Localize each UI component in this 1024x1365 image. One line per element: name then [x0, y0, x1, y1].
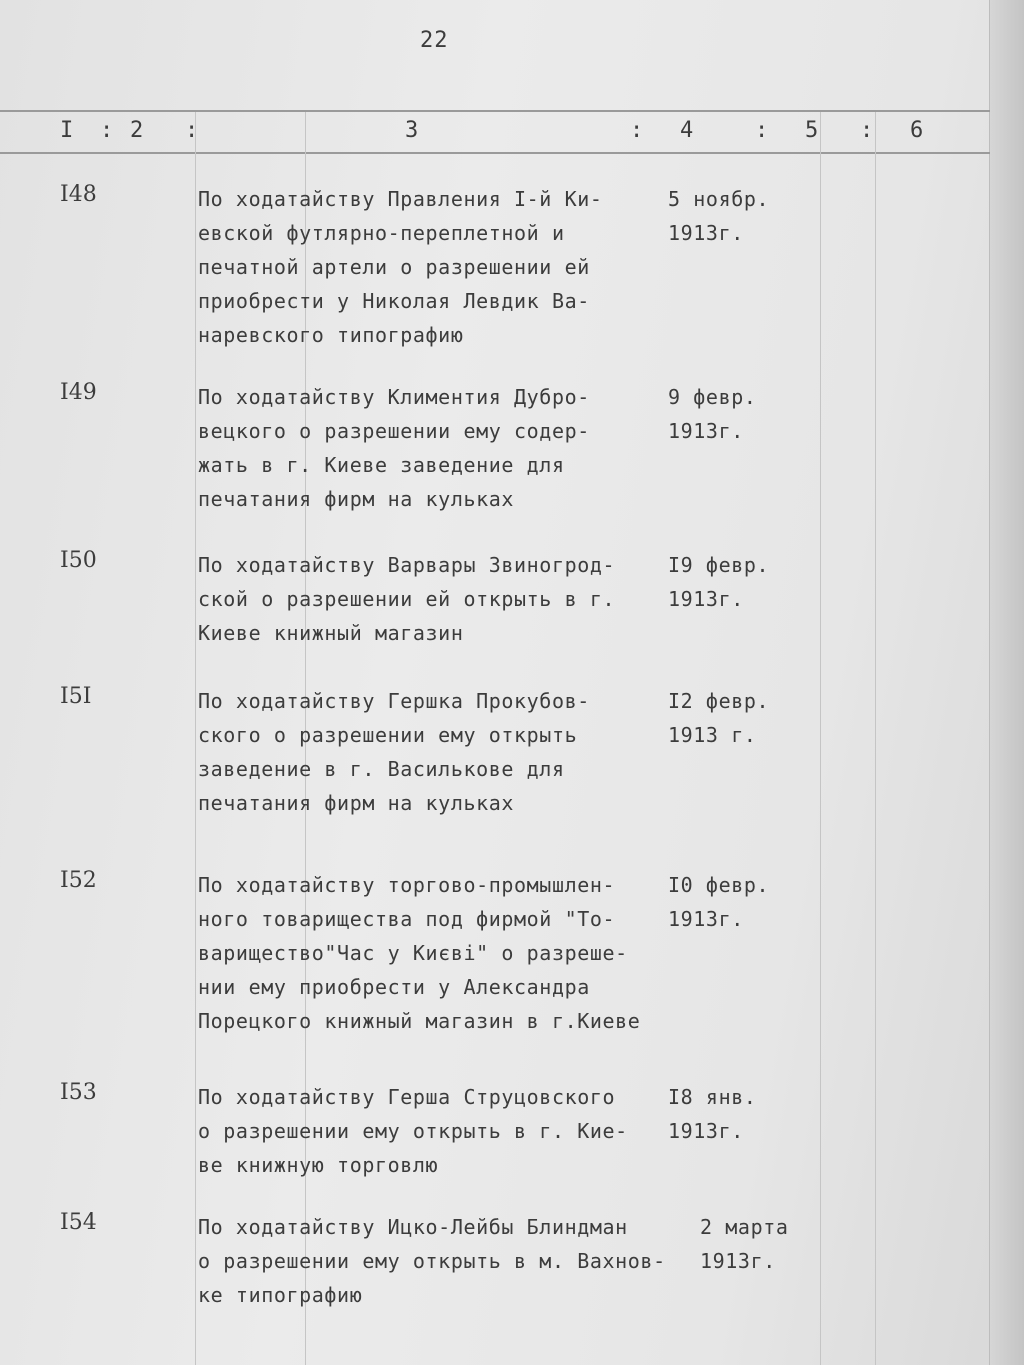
column-divider: [820, 112, 821, 1365]
header-cell: 6: [910, 118, 924, 143]
page-number: 22: [420, 28, 449, 53]
header-separator: :: [755, 118, 769, 143]
header-separator: :: [630, 118, 644, 143]
entry-date: I2 февр. 1913 г.: [668, 689, 770, 747]
entry-date: I9 февр. 1913г.: [668, 553, 770, 611]
entry-text: По ходатайству Герша Струцовского о разрешении ему открыть в г. Кие- ве книжную торговлю: [198, 1085, 628, 1177]
entry-date: I0 февр. 1913г.: [668, 873, 770, 931]
entry-date: I8 янв. 1913г.: [668, 1085, 757, 1143]
entry-number: I5I: [60, 684, 92, 709]
page-edge: [989, 0, 1024, 1365]
header-top-rule: [0, 110, 990, 112]
entry-text: По ходатайству Ицко-Лейбы Блиндман о разрешении ему открыть в м. Вахнов- ке типографию: [198, 1215, 666, 1307]
column-divider: [195, 112, 196, 1365]
entry-number: I49: [60, 380, 97, 405]
entry-number: I53: [60, 1080, 97, 1105]
entry-number: I54: [60, 1210, 97, 1235]
column-divider: [875, 112, 876, 1365]
entry-text: По ходатайству Варвары Звиногрод- ской о разрешении ей открыть в г. Киеве книжный магазин: [198, 553, 616, 645]
header-separator: :: [185, 118, 199, 143]
entry-text: По ходатайству торгово-промышлен- ного товарищества под фирмой "То- варищество"Час у Києві" о разреше- нии ему приобрести у Александра Порецкого книжный магазин в г.Киеве: [198, 873, 641, 1033]
entry-number: I50: [60, 548, 97, 573]
entry-date: 5 ноябр. 1913г.: [668, 187, 770, 245]
header-separator: :: [100, 118, 114, 143]
entry-text: По ходатайству Климентия Дубро- вецкого о разрешении ему содер- жать в г. Киеве заведение для печатания фирм на кульках: [198, 385, 590, 511]
header-cell: 2: [130, 118, 144, 143]
header-cell: 3: [405, 118, 419, 143]
header-cell: 5: [805, 118, 819, 143]
header-cell: I: [60, 118, 74, 143]
header-separator: :: [860, 118, 874, 143]
entry-number: I48: [60, 182, 97, 207]
entry-date: 2 марта 1913г.: [700, 1215, 789, 1273]
header-cell: 4: [680, 118, 694, 143]
entry-text: По ходатайству Гершка Прокубов- ского о разрешении ему открыть заведение в г. Василькове для печатания фирм на кульках: [198, 689, 590, 815]
entry-number: I52: [60, 868, 97, 893]
entry-text: По ходатайству Правления I-й Ки- евской футлярно-переплетной и печатной артели о разрешении ей приобрести у Николая Левдик Ва- наревского типографию: [198, 187, 603, 347]
header-bottom-rule: [0, 152, 990, 154]
entry-date: 9 февр. 1913г.: [668, 385, 757, 443]
table-header: [0, 118, 990, 150]
